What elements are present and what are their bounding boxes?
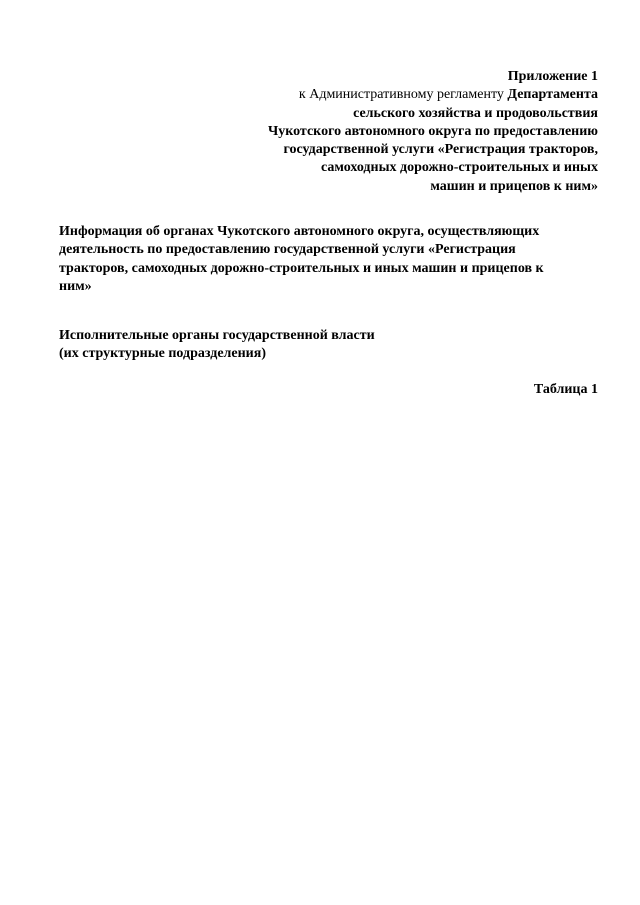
table-label: Таблица 1 [533,382,598,397]
information-title [59,223,604,296]
information-title-line-2: деятельность по предоставлению государственной услуги «Регистрация [59,242,516,258]
section-title-line-2: (их структурные подразделения) [59,346,266,362]
appendix-line-6: самоходных дорожно-строительных и иных [320,160,598,176]
section-title-line-1: Исполнительные органы государственной власти [59,328,375,343]
appendix-line-3: сельского хозяйства и продовольствия [353,105,598,121]
appendix-reference-line [78,86,598,104]
appendix-line-4: Чукотского автономного округа по предоставлению [267,123,598,139]
section-title [59,327,599,364]
appendix-line-5: государственной услуги «Регистрация тракторов, [283,142,598,158]
information-title-line-1: Информация об органах Чукотского автономного округа, осуществляющих [59,224,540,239]
appendix-line-7: машин и прицепов к ним» [430,178,598,194]
appendix-reference-suffix: Департамента [507,87,598,103]
appendix-number: Приложение 1 [507,69,598,84]
appendix-header [78,68,598,196]
appendix-reference-prefix: к Административному регламенту [298,87,504,103]
information-title-line-3: тракторов, самоходных дорожно-строительных и иных машин и прицепов к [59,260,544,276]
information-title-line-4: ним» [59,278,92,294]
